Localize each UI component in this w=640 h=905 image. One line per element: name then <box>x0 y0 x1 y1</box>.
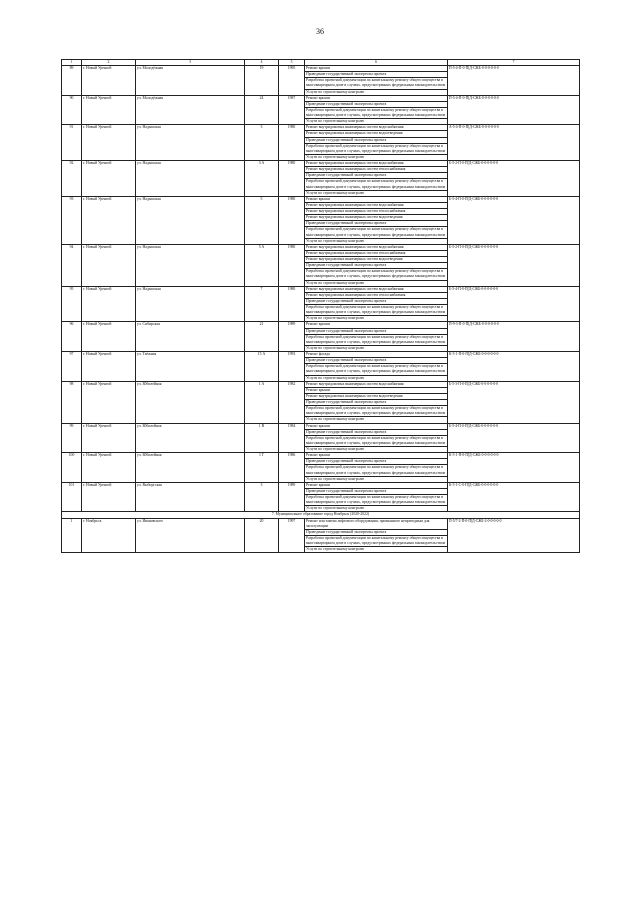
row-number-cell: 1 <box>62 518 82 553</box>
table-row <box>62 95 580 101</box>
column-header: 1 <box>62 60 82 66</box>
settlement-cell: г. Новый Уренгой <box>82 95 136 125</box>
work-type-cell: Разработка проектной документации по капитальному ремонту общего имущества в многоквартирном доме в случаях, предусмотренных федеральным законодательством <box>305 179 448 190</box>
settlement-cell: г. Новый Уренгой <box>82 423 136 453</box>
street-cell: ул. Таёжная <box>136 352 245 382</box>
table-body-b <box>62 352 580 512</box>
row-number-cell: 96 <box>62 322 82 352</box>
house-code-cell: А-5-4-П-0-П[Д-СЖБ-0-0-0-0-0-0 <box>448 125 580 161</box>
settlement-cell: г. Новый Уренгой <box>82 482 136 512</box>
settlement-cell: г. Новый Уренгой <box>82 352 136 382</box>
work-type-cell: Ремонт крыши <box>305 66 448 72</box>
house-code-cell: П-5-4-П-0-П[Д-СЖБ-0-0-0-0-0-0 <box>448 66 580 96</box>
street-cell: ул. Надымская <box>136 125 245 161</box>
work-type-cell: Разработка проектной документации по капитальному ремонту общего имущества в многоквартирном доме в случаях, предусмотренных федеральным законодательством <box>305 364 448 375</box>
commissioning-year-cell: 1997 <box>279 518 305 553</box>
house-number-cell: 21 <box>245 322 279 352</box>
house-number-cell: 5 А <box>245 244 279 286</box>
work-type-cell: Проведение государственной экспертизы проекта <box>305 358 448 364</box>
work-type-cell: Проведение государственной экспертизы проекта <box>305 101 448 107</box>
work-type-cell: Разработка проектной документации по капитальному ремонту общего имущества в многоквартирном доме в случаях, предусмотренных федеральным законодательством <box>305 495 448 506</box>
house-code-cell: Б-5-4-П-0-П[Д-СЖБ-0-0-0-0-0-0 <box>448 423 580 453</box>
work-type-cell: Услуги по строительному контролю <box>305 119 448 125</box>
commissioning-year-cell: 1980 <box>279 196 305 244</box>
commissioning-year-cell: 1980 <box>279 161 305 197</box>
street-cell: ул. Молодёжная <box>136 66 245 96</box>
column-header: 3 <box>136 60 245 66</box>
house-code-cell: Б-5-3-П-0-П[Д-СЖБ-0-0-0-0-0-0 <box>448 381 580 423</box>
work-type-cell: Ремонт внутридомовых инженерных систем водоснабжения <box>305 244 448 250</box>
work-type-cell: Разработка проектной документации по капитальному ремонту общего имущества в многоквартирном доме в случаях, предусмотренных федеральным законодательством <box>305 107 448 118</box>
row-number-cell: 99 <box>62 423 82 453</box>
commissioning-year-cell: 1980 <box>279 125 305 161</box>
work-type-cell: Услуги по строительному контролю <box>305 280 448 286</box>
work-type-cell: Ремонт внутридомовых инженерных систем водоснабжения <box>305 286 448 292</box>
house-code-cell: К-5-1-П-0-П[Д-СЖБ-0-0-0-0-0-0 <box>448 352 580 382</box>
row-number-cell: 91 <box>62 125 82 161</box>
work-type-cell: Проведение государственной экспертизы проекта <box>305 328 448 334</box>
page-number: 36 <box>316 27 324 36</box>
street-cell: ул. Сибирская <box>136 322 245 352</box>
work-type-cell: Услуги по строительному контролю <box>305 345 448 351</box>
row-number-cell: 101 <box>62 482 82 512</box>
work-type-cell: Разработка проектной документации по капитальному ремонту общего имущества в многоквартирном доме в случаях, предусмотренных федеральным законодательством <box>305 334 448 345</box>
work-type-cell: Проведение государственной экспертизы проекта <box>305 221 448 227</box>
work-type-cell: Услуги по строительному контролю <box>305 190 448 196</box>
work-type-cell: Разработка проектной документации по капитальному ремонту общего имущества в многоквартирном доме в случаях, предусмотренных федеральным законодательством <box>305 465 448 476</box>
work-type-cell: Проведение государственной экспертизы проекта <box>305 72 448 78</box>
commissioning-year-cell: 1980 <box>279 286 305 322</box>
street-cell: ул. Юбилейная <box>136 381 245 423</box>
street-cell: ул. Ивановского <box>136 518 245 553</box>
street-cell: ул. Надымская <box>136 196 245 244</box>
work-type-cell: Ремонт внутридомовых инженерных систем теплоснабжения <box>305 209 448 215</box>
house-number-cell: 19 <box>245 66 279 96</box>
house-number-cell: 3 <box>245 482 279 512</box>
house-number-cell: 24 <box>245 95 279 125</box>
work-type-cell: Ремонт внутридомовых инженерных систем водоснабжения <box>305 202 448 208</box>
work-type-cell: Проведение государственной экспертизы проекта <box>305 459 448 465</box>
work-type-cell: Ремонт крыши <box>305 322 448 328</box>
table-row <box>62 286 580 292</box>
work-type-cell: Разработка проектной документации по капитальному ремонту общего имущества в многоквартирном доме в случаях, предусмотренных федеральным законодательством <box>305 78 448 89</box>
house-code-cell: Б-5-2-П-0-П[Д-СЖБ-0-0-0-0-0-0 <box>448 161 580 197</box>
repair-program-table <box>61 59 580 553</box>
table-row <box>62 518 580 529</box>
row-number-cell: 100 <box>62 453 82 483</box>
work-type-cell: Услуги по строительному контролю <box>305 506 448 512</box>
street-cell: ул. Юбилейная <box>136 423 245 453</box>
work-type-cell: Услуги по строительному контролю <box>305 476 448 482</box>
table-row <box>62 244 580 250</box>
commissioning-year-cell: 1995 <box>279 66 305 96</box>
house-code-cell: К-5-1-П-0-П[Д-СЖБ-0-0-0-0-0-0 <box>448 453 580 483</box>
work-type-cell: Ремонт крыши <box>305 387 448 393</box>
work-type-cell: Разработка проектной документации по капитальному ремонту общего имущества в многоквартирном доме в случаях, предусмотренных федеральным законодательством <box>305 227 448 238</box>
house-number-cell: 1 Г <box>245 453 279 483</box>
table-row <box>62 125 580 131</box>
settlement-cell: г. Новый Уренгой <box>82 322 136 352</box>
work-type-cell: Ремонт внутридомовых инженерных систем теплоснабжения <box>305 167 448 173</box>
settlement-cell: г. Новый Уренгой <box>82 161 136 197</box>
work-type-cell: Ремонт крыши <box>305 453 448 459</box>
commissioning-year-cell: 1987 <box>279 95 305 125</box>
work-type-cell: Разработка проектной документации по капитальному ремонту общего имущества в многоквартирном доме в случаях, предусмотренных федеральным законодательством <box>305 269 448 280</box>
house-number-cell: 7 <box>245 286 279 322</box>
commissioning-year-cell: 1980 <box>279 244 305 286</box>
work-type-cell: Проведение государственной экспертизы проекта <box>305 263 448 269</box>
table-row <box>62 482 580 488</box>
table-row <box>62 196 580 202</box>
street-cell: ул. Надымская <box>136 161 245 197</box>
settlement-cell: г. Новый Уренгой <box>82 125 136 161</box>
house-number-cell: 15 А <box>245 352 279 382</box>
work-type-cell: Ремонт внутридомовых инженерных систем водоотведения <box>305 257 448 263</box>
table-row <box>62 352 580 358</box>
settlement-cell: г. Новый Уренгой <box>82 244 136 286</box>
work-type-cell: Разработка проектной документации по капитальному ремонту общего имущества в многоквартирном доме в случаях, предусмотренных федеральным законодательством <box>305 406 448 417</box>
row-number-cell: 97 <box>62 352 82 382</box>
table-row <box>62 161 580 167</box>
work-type-cell: Ремонт фасада <box>305 352 448 358</box>
house-number-cell: 5 <box>245 196 279 244</box>
house-number-cell: 1 А <box>245 381 279 423</box>
settlement-cell: г. Новый Уренгой <box>82 453 136 483</box>
work-type-cell: Разработка проектной документации по капитальному ремонту общего имущества в многоквартирном доме в случаях, предусмотренных федеральным законодательством <box>305 143 448 154</box>
work-type-cell: Ремонт или замена лифтового оборудования, признанного непригодным для эксплуатации <box>305 518 448 529</box>
column-header: 5 <box>279 60 305 66</box>
work-type-cell: Услуги по строительному контролю <box>305 89 448 95</box>
row-number-cell: 90 <box>62 95 82 125</box>
house-code-cell: П-5/7-2-П-0-П[Д-СЖБ-2-0-0-0-0-0 <box>448 518 580 553</box>
house-code-cell: К-5-1-С-0-П[Д-СЖБ-0-0-0-0-0-0 <box>448 482 580 512</box>
house-code-cell: Б-5-4-П-0-П[Д-СЖБ-0-0-0-0-0-0 <box>448 196 580 244</box>
column-header: 2 <box>82 60 136 66</box>
house-code-cell: Б-5-2-П-0-П[Д-СЖБ-0-0-0-0-0-0 <box>448 244 580 286</box>
work-type-cell: Разработка проектной документации по капитальному ремонту общего имущества в многоквартирном доме в случаях, предусмотренных федеральным законодательством <box>305 435 448 446</box>
work-type-cell: Услуги по строительному контролю <box>305 238 448 244</box>
work-type-cell: Ремонт внутридомовых инженерных систем водоотведения <box>305 393 448 399</box>
commissioning-year-cell: 1993 <box>279 352 305 382</box>
work-type-cell: Услуги по строительному контролю <box>305 417 448 423</box>
work-type-cell: Услуги по строительному контролю <box>305 316 448 322</box>
settlement-cell: г. Новый Уренгой <box>82 66 136 96</box>
work-type-cell: Ремонт внутридомовых инженерных систем водоснабжения <box>305 125 448 131</box>
commissioning-year-cell: 1989 <box>279 322 305 352</box>
column-header: 4 <box>245 60 279 66</box>
table-row <box>62 423 580 429</box>
work-type-cell: Ремонт внутридомовых инженерных систем водоотведения <box>305 215 448 221</box>
settlement-cell: г. Новый Уренгой <box>82 196 136 244</box>
row-number-cell: 98 <box>62 381 82 423</box>
commissioning-year-cell: 1984 <box>279 423 305 453</box>
house-number-cell: 3 <box>245 125 279 161</box>
table-body-a <box>62 60 580 352</box>
work-type-cell: Ремонт крыши <box>305 95 448 101</box>
street-cell: ул. Надымская <box>136 244 245 286</box>
work-type-cell: Проведение государственной экспертизы проекта <box>305 298 448 304</box>
work-type-cell: Проведение государственной экспертизы проекта <box>305 488 448 494</box>
commissioning-year-cell: 1982 <box>279 381 305 423</box>
work-type-cell: Услуги по строительному контролю <box>305 375 448 381</box>
street-cell: ул. Молодёжная <box>136 95 245 125</box>
work-type-cell: Проведение государственной экспертизы проекта <box>305 400 448 406</box>
work-type-cell: Проведение государственной экспертизы проекта <box>305 529 448 535</box>
table-row <box>62 381 580 387</box>
row-number-cell: 93 <box>62 196 82 244</box>
work-type-cell: Услуги по строительному контролю <box>305 447 448 453</box>
column-header: 7 <box>448 60 580 66</box>
row-number-cell: 89 <box>62 66 82 96</box>
work-type-cell: Разработка проектной документации по капитальному ремонту общего имущества в многоквартирном доме в случаях, предусмотренных федеральным законодательством <box>305 305 448 316</box>
street-cell: ул. Надымская <box>136 286 245 322</box>
house-number-cell: 20 <box>245 518 279 553</box>
work-type-cell: Ремонт крыши <box>305 482 448 488</box>
column-header: 6 <box>305 60 448 66</box>
commissioning-year-cell: 1989 <box>279 482 305 512</box>
house-code-cell: П-9-3-П-0-П[Д-СЖБ-0-0-0-0-0-0 <box>448 322 580 352</box>
table-body-c <box>62 518 580 553</box>
street-cell: ул. Юбилейная <box>136 453 245 483</box>
house-code-cell: Б-5-4-П-0-П[Д-СЖБ-0-0-0-0-0-0 <box>448 286 580 322</box>
house-number-cell: 1 В <box>245 423 279 453</box>
work-type-cell: Разработка проектной документации по капитальному ремонту общего имущества в многоквартирном доме в случаях, предусмотренных федеральным законодательством <box>305 535 448 546</box>
work-type-cell: Услуги по строительному контролю <box>305 547 448 553</box>
row-number-cell: 94 <box>62 244 82 286</box>
settlement-cell: г. Новый Уренгой <box>82 381 136 423</box>
row-number-cell: 92 <box>62 161 82 197</box>
work-type-cell: Ремонт внутридомовых инженерных систем водоотведения <box>305 131 448 137</box>
settlement-cell: г. Ноябрьск <box>82 518 136 553</box>
house-code-cell: П-5-4-П-0-П[Д-СЖБ-0-0-0-0-0-0 <box>448 95 580 125</box>
table-row <box>62 322 580 328</box>
work-type-cell: Услуги по строительному контролю <box>305 154 448 160</box>
street-cell: ул. Выборгская <box>136 482 245 512</box>
work-type-cell: Проведение государственной экспертизы проекта <box>305 173 448 179</box>
work-type-cell: Ремонт крыши <box>305 196 448 202</box>
work-type-cell: Ремонт внутридомовых инженерных систем водоснабжения <box>305 161 448 167</box>
work-type-cell: Проведение государственной экспертизы проекта <box>305 429 448 435</box>
row-number-cell: 95 <box>62 286 82 322</box>
work-type-cell: Проведение государственной экспертизы проекта <box>305 137 448 143</box>
work-type-cell: Ремонт крыши <box>305 423 448 429</box>
section-title: 7. Муниципальное образование город Ноябрьск (2020-2022) <box>62 512 580 518</box>
commissioning-year-cell: 1986 <box>279 453 305 483</box>
table-row <box>62 66 580 72</box>
work-type-cell: Ремонт внутридомовых инженерных систем теплоснабжения <box>305 250 448 256</box>
work-type-cell: Ремонт внутридомовых инженерных систем теплоснабжения <box>305 292 448 298</box>
house-number-cell: 3 А <box>245 161 279 197</box>
work-type-cell: Ремонт внутридомовых инженерных систем водоснабжения <box>305 381 448 387</box>
settlement-cell: г. Новый Уренгой <box>82 286 136 322</box>
table-row <box>62 453 580 459</box>
